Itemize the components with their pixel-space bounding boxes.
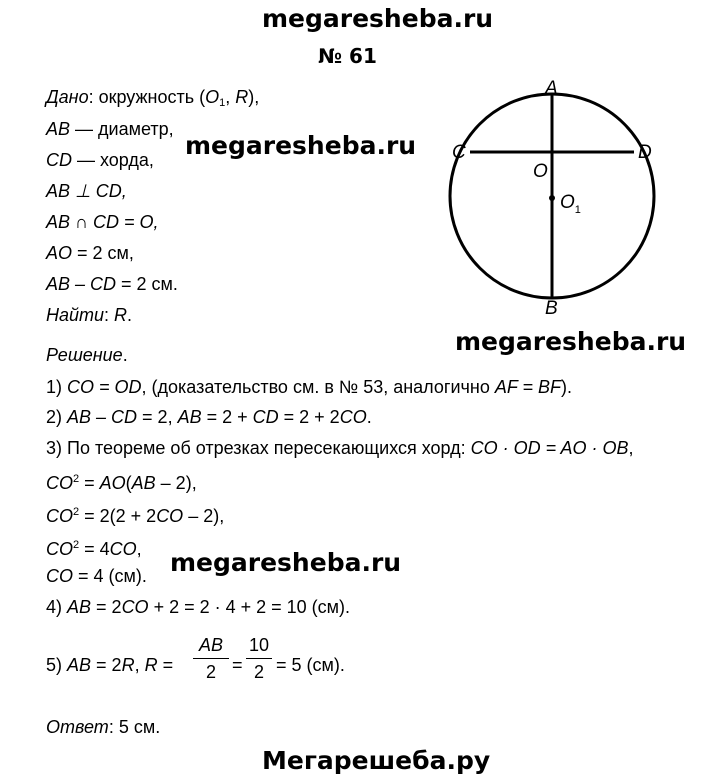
solution-line-6: $CO^2 = 4CO$, [46, 539, 142, 559]
given-line-1: Дано: окружность ($O_1$, R), [46, 87, 260, 109]
given-line-7: AB – CD = 2 см. [46, 274, 178, 294]
center-point [549, 195, 555, 201]
given-line-6: AO = 2 см, [46, 243, 134, 263]
watermark-top: megaresheba.ru [262, 4, 494, 33]
given-line-2: AB — диаметр, [46, 119, 174, 139]
solution-step-3: 3) По теореме об отрезках пересекающихся хорд: CO · OD = AO · OB, [46, 438, 634, 458]
solution-step-2: 2) AB – CD = 2, AB = 2 + CD = 2 + 2CO. [46, 407, 372, 427]
find-line: Найти: R. [46, 305, 133, 325]
fraction-10-over-2: 10 2 [246, 634, 272, 683]
fraction-ab-over-2: AB 2 [193, 634, 229, 683]
circle-diagram [440, 78, 680, 318]
given-line-3: CD — хорда, [46, 150, 154, 170]
solution-line-5: $CO^2 = 2(2 + 2CO - 2)$, [46, 506, 225, 526]
watermark-mid-3: megaresheba.ru [170, 548, 402, 577]
label-o1: $O_1$ [560, 192, 581, 216]
watermark-bottom: Мегарешеба.ру [262, 746, 491, 775]
solution-line-7: CO = 4 (см). [46, 566, 147, 586]
label-a: A [545, 78, 558, 99]
solution-step-1: 1) CO = OD, (доказательство см. в № 53, аналогично AF = BF). [46, 377, 573, 397]
watermark-mid-1: megaresheba.ru [185, 131, 417, 160]
answer-line: Ответ: 5 см. [46, 717, 161, 737]
given-line-5: AB ∩ CD = O, [46, 212, 159, 232]
solution-line-4: $CO^2 = AO(AB - 2)$, [46, 473, 197, 493]
label-o: O [533, 161, 548, 182]
problem-number: № 61 [318, 44, 377, 68]
label-c: C [452, 142, 466, 163]
label-b: B [545, 298, 558, 318]
label-d: D [638, 142, 652, 163]
watermark-mid-2: megaresheba.ru [455, 327, 687, 356]
solution-step-4: 4) AB = 2CO + 2 = 2 · 4 + 2 = 10 (см). [46, 597, 351, 617]
equals-1: = [232, 655, 243, 675]
solution-step-5: 5) AB = 2R, R = [46, 655, 174, 675]
given-line-4: AB ⊥ CD, [46, 181, 127, 201]
solution-label: Решение. [46, 345, 128, 365]
result-5: = 5 (см). [276, 655, 345, 675]
